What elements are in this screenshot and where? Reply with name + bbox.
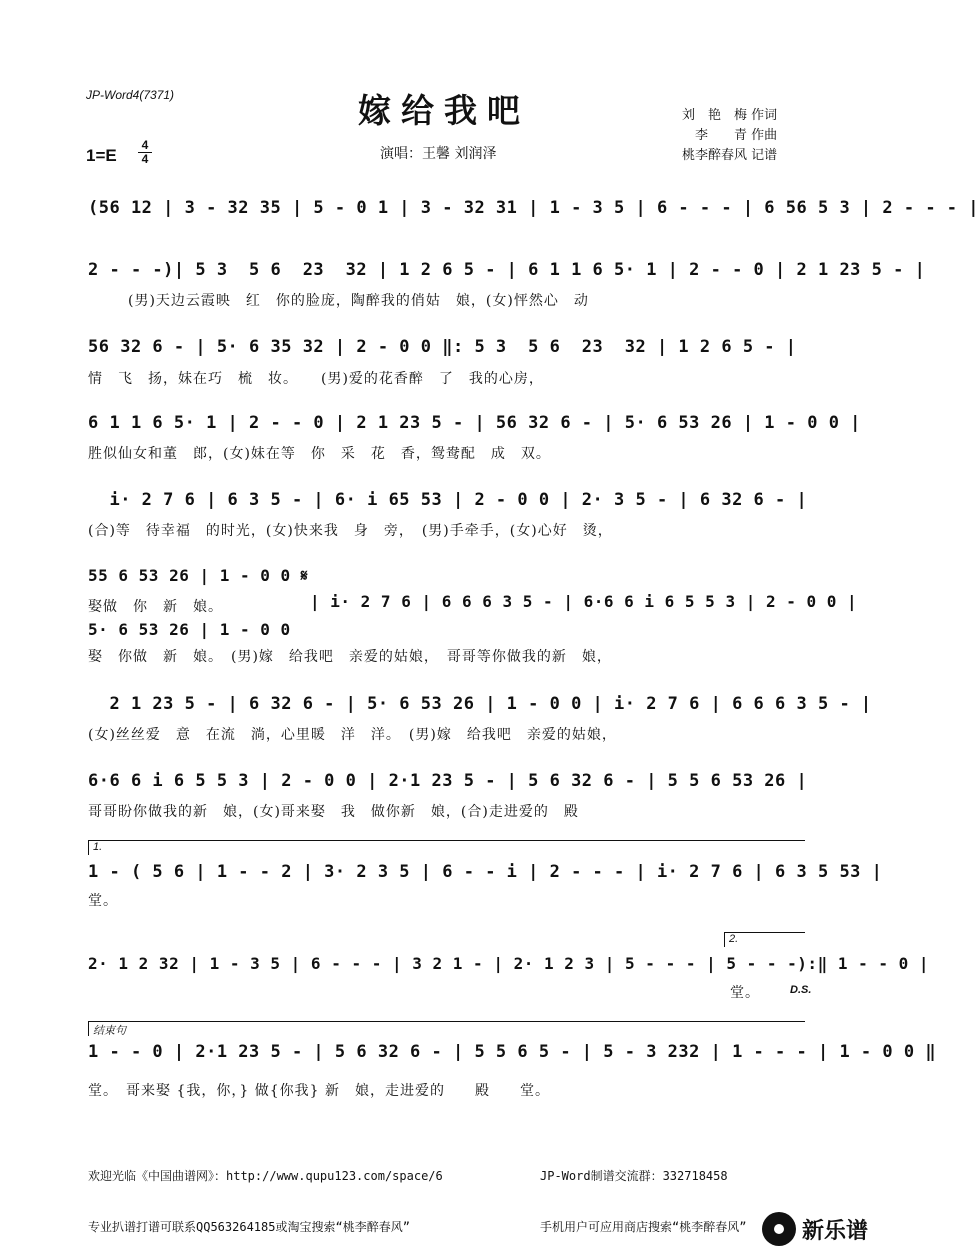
volta-2: 2.: [724, 932, 805, 947]
footer-website: 欢迎光临《中国曲谱网》：http://www.qupu123.com/space/6: [88, 1169, 443, 1183]
site-logo: [762, 1212, 868, 1246]
notation-line-2: 2 - - -)| 5 3 5 6 23 32 | 1 2 6 5 - | 6 1 1 6 5· 1 | 2 - - 0 | 2 1 23 5 - |: [88, 260, 926, 280]
composer: 李 青 作曲: [695, 128, 778, 143]
notation-line-5: i· 2 7 6 | 6 3 5 - | 6· i 65 53 | 2 - 0 0 | 2· 3 5 - | 6 32 6 - |: [88, 490, 808, 510]
lyrics-line-11: 堂。 哥来娶 {我，你，} 做{你我} 新 娘，走进爱的 殿 堂。: [88, 1083, 550, 1099]
lyrics-line-8: 哥哥盼你做我的新 娘，(女)哥来娶 我 做你新 娘，(合)走进爱的 殿: [88, 804, 579, 820]
lyrics-line-5: (合)等 待幸福 的时光，(女)快来我 身 旁， (男)手牵手，(女)心好 烫，: [88, 523, 613, 539]
volta-1: 1.: [88, 840, 805, 855]
lyrics-line-6a: 娶做 你 新 娘。: [88, 599, 223, 615]
time-signature: [138, 140, 152, 165]
lyrics-line-10: 堂。: [730, 985, 760, 1001]
record-disc-icon: [762, 1212, 796, 1246]
notation-line-6: | i· 2 7 6 | 6 6 6 3 5 - | 6·6 6 i 6 5 5 3 | 2 - 0 0 |: [310, 592, 858, 611]
footer-contact: 专业扒谱打谱可联系QQ563264185或淘宝搜索“桃李醉春风”: [88, 1220, 410, 1234]
footer-group: JP-Word制谱交流群：332718458: [540, 1169, 728, 1183]
notation-line-1: (56 12 | 3 - 32 35 | 5 - 0 1 | 3 - 32 31 | 1 - 3 5 | 6 - - - | 6 56 5 3 | 2 - - - |: [88, 198, 979, 218]
notation-line-11: 1 - - 0 | 2·1 23 5 - | 5 6 32 6 - | 5 5 6 5 - | 5 - 3 232 | 1 - - - | 1 - 0 0 ‖: [88, 1042, 937, 1062]
lyrics-line-9: 堂。: [88, 893, 118, 909]
notation-line-6a: 55 6 53 26 | 1 - 0 0 𝄋: [88, 566, 309, 585]
notation-line-8: 6·6 6 i 6 5 5 3 | 2 - 0 0 | 2·1 23 5 - | 5 6 32 6 - | 5 5 6 53 26 |: [88, 771, 808, 791]
ending-label: 结束句: [88, 1021, 805, 1036]
notation-line-7: 2 1 23 5 - | 6 32 6 - | 5· 6 53 26 | 1 - 0 0 | i· 2 7 6 | 6 6 6 3 5 - |: [88, 694, 872, 714]
lyrics-line-4: 胜似仙女和董 郎，(女)妹在等 你 采 花 香，鸳鸯配 成 双。: [88, 446, 551, 462]
credits: [682, 106, 777, 166]
footer-right: [540, 1134, 746, 1253]
key-signature: 1=E: [86, 146, 117, 165]
notation-line-3: 56 32 6 - | 5· 6 35 32 | 2 - 0 0 ‖: 5 3 5 6 23 32 | 1 2 6 5 - |: [88, 337, 797, 357]
notation-line-4: 6 1 1 6 5· 1 | 2 - - 0 | 2 1 23 5 - | 56 32 6 - | 5· 6 53 26 | 1 - 0 0 |: [88, 413, 861, 433]
time-top: 4: [141, 138, 149, 152]
notation-line-10: 2· 1 2 32 | 1 - 3 5 | 6 - - - | 3 2 1 - | 2· 1 2 3 | 5 - - - | 5 - - -):‖ 1 - - 0 |: [88, 954, 930, 973]
time-bottom: 4: [141, 152, 149, 166]
singers: 演唱：王馨 刘润泽: [380, 146, 497, 162]
lyrics-line-3: 情 飞 扬，妹在巧 梳 妆。 (男)爱的花香醉 了 我的心房，: [88, 371, 544, 387]
transcriber: 桃李醉春风 记谱: [682, 148, 778, 163]
footer-app: 手机用户可应用商店搜索“桃李醉春风”: [540, 1220, 747, 1234]
lyricist: 刘 艳 梅 作词: [682, 108, 778, 123]
logo-text: 新乐谱: [802, 1218, 869, 1244]
lyrics-line-7: (女)丝丝爱 意 在流 淌，心里暖 洋 洋。 (男)嫁 给我吧 亲爱的姑娘，: [88, 727, 617, 743]
footer-left: [88, 1134, 443, 1253]
notation-line-9: 1 - ( 5 6 | 1 - - 2 | 3· 2 3 5 | 6 - - i | 2 - - - | i· 2 7 6 | 6 3 5 53 |: [88, 862, 883, 882]
notation-line-6b: 5· 6 53 26 | 1 - 0 0: [88, 620, 291, 639]
ds-marker: D.S.: [790, 984, 812, 996]
software-version: JP-Word4(7371): [86, 88, 175, 102]
lyrics-line-2: (男)天边云霞映 红 你的脸庞，陶醉我的俏姑 娘，(女)怦然心 动: [128, 293, 589, 309]
song-title: 嫁给我吧: [358, 91, 530, 130]
lyrics-line-6: 娶 你做 新 娘。 (男)嫁 给我吧 亲爱的姑娘， 哥哥等你做我的新 娘，: [88, 649, 612, 665]
